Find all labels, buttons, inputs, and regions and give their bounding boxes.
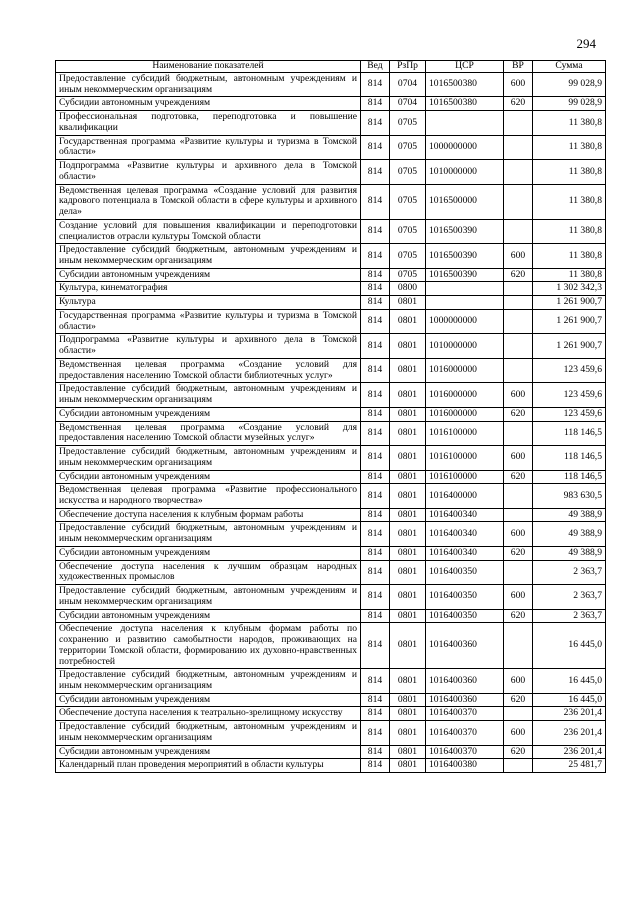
cell-rzpr: 0801 <box>390 693 426 707</box>
cell-name: Предоставление субсидий бюджетным, автономным учреждениям и иным некоммерческим организациям <box>56 244 361 268</box>
cell-vr: 600 <box>504 383 533 407</box>
cell-ved: 814 <box>361 309 390 333</box>
cell-rzpr: 0801 <box>390 446 426 470</box>
cell-rzpr: 0801 <box>390 358 426 382</box>
cell-sum: 16 445,0 <box>533 693 606 707</box>
cell-csr: 1016400340 <box>426 508 504 522</box>
cell-vr <box>504 111 533 135</box>
cell-vr <box>504 160 533 184</box>
table-row <box>56 585 606 609</box>
cell-sum: 11 380,8 <box>533 160 606 184</box>
table-row <box>56 219 606 243</box>
cell-vr: 620 <box>504 470 533 484</box>
cell-name: Обеспечение доступа населения к лучшим образцам народных художественных промыслов <box>56 560 361 584</box>
cell-name: Государственная программа «Развитие культуры и туризма в Томской области» <box>56 135 361 159</box>
cell-ved: 814 <box>361 219 390 243</box>
cell-name: Предоставление субсидий бюджетным, автономным учреждениям и иным некоммерческим организациям <box>56 383 361 407</box>
cell-ved: 814 <box>361 546 390 560</box>
cell-csr: 1016400370 <box>426 721 504 745</box>
budget-table <box>55 60 606 773</box>
cell-csr: 1016400370 <box>426 745 504 759</box>
table-row <box>56 407 606 421</box>
cell-vr: 620 <box>504 609 533 623</box>
cell-sum: 983 630,5 <box>533 484 606 508</box>
cell-ved: 814 <box>361 73 390 97</box>
cell-csr: 1016400370 <box>426 707 504 721</box>
cell-sum: 123 459,6 <box>533 407 606 421</box>
cell-vr <box>504 560 533 584</box>
header-vr: ВР <box>504 61 533 73</box>
cell-sum: 11 380,8 <box>533 268 606 282</box>
cell-ved: 814 <box>361 282 390 296</box>
cell-vr <box>504 219 533 243</box>
cell-rzpr: 0801 <box>390 759 426 773</box>
cell-csr: 1016500380 <box>426 97 504 111</box>
cell-csr: 1016500390 <box>426 268 504 282</box>
cell-sum: 1 261 900,7 <box>533 296 606 310</box>
cell-rzpr: 0801 <box>390 309 426 333</box>
cell-sum: 1 261 900,7 <box>533 309 606 333</box>
cell-vr: 620 <box>504 546 533 560</box>
table-row <box>56 484 606 508</box>
table-row <box>56 309 606 333</box>
cell-vr: 620 <box>504 693 533 707</box>
cell-rzpr: 0801 <box>390 560 426 584</box>
cell-ved: 814 <box>361 721 390 745</box>
cell-ved: 814 <box>361 407 390 421</box>
cell-rzpr: 0705 <box>390 135 426 159</box>
cell-rzpr: 0801 <box>390 669 426 693</box>
cell-ved: 814 <box>361 268 390 282</box>
cell-csr: 1016400350 <box>426 585 504 609</box>
cell-vr <box>504 334 533 358</box>
cell-sum: 123 459,6 <box>533 383 606 407</box>
cell-name: Предоставление субсидий бюджетным, автономным учреждениям и иным некоммерческим организациям <box>56 446 361 470</box>
cell-csr: 1016400380 <box>426 759 504 773</box>
cell-vr <box>504 759 533 773</box>
cell-vr <box>504 296 533 310</box>
cell-ved: 814 <box>361 135 390 159</box>
cell-vr: 600 <box>504 446 533 470</box>
cell-name: Обеспечение доступа населения к клубным формам работы по сохранению и развитию самобытности народов, проживающих на территории Томской области, формированию их духовно-нравственных потребностей <box>56 623 361 669</box>
cell-name: Подпрограмма «Развитие культуры и архивного дела в Томской области» <box>56 160 361 184</box>
cell-vr <box>504 707 533 721</box>
cell-vr <box>504 484 533 508</box>
table-row <box>56 623 606 669</box>
cell-csr: 1016500380 <box>426 73 504 97</box>
cell-name: Создание условий для повышения квалификации и переподготовки специалистов отрасли культуры Томской области <box>56 219 361 243</box>
cell-ved: 814 <box>361 358 390 382</box>
cell-rzpr: 0801 <box>390 421 426 445</box>
cell-name: Субсидии автономным учреждениям <box>56 407 361 421</box>
cell-name: Государственная программа «Развитие культуры и туризма в Томской области» <box>56 309 361 333</box>
cell-ved: 814 <box>361 244 390 268</box>
cell-sum: 49 388,9 <box>533 522 606 546</box>
cell-ved: 814 <box>361 421 390 445</box>
cell-name: Предоставление субсидий бюджетным, автономным учреждениям и иным некоммерческим организациям <box>56 585 361 609</box>
cell-vr <box>504 623 533 669</box>
cell-name: Субсидии автономным учреждениям <box>56 268 361 282</box>
table-row <box>56 296 606 310</box>
cell-name: Предоставление субсидий бюджетным, автономным учреждениям и иным некоммерческим организациям <box>56 669 361 693</box>
cell-rzpr: 0801 <box>390 383 426 407</box>
cell-name: Подпрограмма «Развитие культуры и архивного дела в Томской области» <box>56 334 361 358</box>
table-row <box>56 383 606 407</box>
cell-name: Ведомственная целевая программа «Развитие профессионального искусства и народного творчества» <box>56 484 361 508</box>
cell-sum: 2 363,7 <box>533 609 606 623</box>
cell-vr <box>504 358 533 382</box>
cell-ved: 814 <box>361 693 390 707</box>
cell-sum: 236 201,4 <box>533 745 606 759</box>
cell-rzpr: 0705 <box>390 184 426 219</box>
cell-name: Профессиональная подготовка, переподготовка и повышение квалификации <box>56 111 361 135</box>
cell-vr <box>504 282 533 296</box>
cell-name: Обеспечение доступа населения к театрально-зрелищному искусству <box>56 707 361 721</box>
cell-rzpr: 0801 <box>390 721 426 745</box>
cell-ved: 814 <box>361 585 390 609</box>
cell-csr: 1016400360 <box>426 623 504 669</box>
table-row <box>56 73 606 97</box>
cell-csr: 1016000000 <box>426 358 504 382</box>
cell-vr <box>504 184 533 219</box>
cell-name: Культура <box>56 296 361 310</box>
cell-rzpr: 0705 <box>390 244 426 268</box>
cell-rzpr: 0801 <box>390 484 426 508</box>
cell-csr: 1016400350 <box>426 560 504 584</box>
cell-rzpr: 0801 <box>390 296 426 310</box>
cell-ved: 814 <box>361 759 390 773</box>
table-row <box>56 160 606 184</box>
cell-rzpr: 0705 <box>390 160 426 184</box>
table-row <box>56 184 606 219</box>
cell-sum: 118 146,5 <box>533 421 606 445</box>
header-rzpr: РзПр <box>390 61 426 73</box>
cell-rzpr: 0705 <box>390 111 426 135</box>
cell-csr: 1010000000 <box>426 160 504 184</box>
cell-rzpr: 0801 <box>390 407 426 421</box>
header-ved: Вед <box>361 61 390 73</box>
table-row <box>56 522 606 546</box>
cell-rzpr: 0801 <box>390 334 426 358</box>
cell-rzpr: 0801 <box>390 470 426 484</box>
table-header-row <box>56 61 606 73</box>
cell-name: Субсидии автономным учреждениям <box>56 470 361 484</box>
table-row <box>56 334 606 358</box>
cell-csr: 1016500000 <box>426 184 504 219</box>
cell-vr <box>504 508 533 522</box>
cell-vr: 600 <box>504 73 533 97</box>
cell-csr: 1016100000 <box>426 446 504 470</box>
table-row <box>56 707 606 721</box>
cell-vr: 620 <box>504 407 533 421</box>
cell-ved: 814 <box>361 707 390 721</box>
cell-sum: 118 146,5 <box>533 446 606 470</box>
cell-rzpr: 0704 <box>390 97 426 111</box>
cell-name: Ведомственная целевая программа «Создание условий для предоставления населению Томской области музейных услуг» <box>56 421 361 445</box>
cell-csr: 1016100000 <box>426 421 504 445</box>
cell-rzpr: 0801 <box>390 623 426 669</box>
cell-sum: 11 380,8 <box>533 219 606 243</box>
cell-rzpr: 0801 <box>390 508 426 522</box>
cell-rzpr: 0801 <box>390 585 426 609</box>
cell-csr: 1000000000 <box>426 135 504 159</box>
cell-sum: 99 028,9 <box>533 97 606 111</box>
cell-name: Предоставление субсидий бюджетным, автономным учреждениям и иным некоммерческим организациям <box>56 721 361 745</box>
cell-ved: 814 <box>361 470 390 484</box>
cell-csr: 1016400360 <box>426 669 504 693</box>
cell-sum: 16 445,0 <box>533 623 606 669</box>
cell-vr: 600 <box>504 522 533 546</box>
cell-name: Субсидии автономным учреждениям <box>56 546 361 560</box>
cell-rzpr: 0801 <box>390 707 426 721</box>
cell-csr: 1016500390 <box>426 244 504 268</box>
cell-ved: 814 <box>361 184 390 219</box>
table-row <box>56 759 606 773</box>
cell-sum: 11 380,8 <box>533 184 606 219</box>
cell-ved: 814 <box>361 669 390 693</box>
table-row <box>56 470 606 484</box>
cell-name: Ведомственная целевая программа «Создание условий для развития кадрового потенциала в Томской области в сфере культуры и архивного дела» <box>56 184 361 219</box>
cell-name: Календарный план проведения мероприятий в области культуры <box>56 759 361 773</box>
cell-csr <box>426 282 504 296</box>
header-name: Наименование показателей <box>56 61 361 73</box>
cell-ved: 814 <box>361 484 390 508</box>
table-row <box>56 97 606 111</box>
cell-csr: 1000000000 <box>426 309 504 333</box>
table-row <box>56 546 606 560</box>
cell-ved: 814 <box>361 111 390 135</box>
table-row <box>56 268 606 282</box>
table-row <box>56 446 606 470</box>
cell-sum: 236 201,4 <box>533 707 606 721</box>
cell-sum: 236 201,4 <box>533 721 606 745</box>
page-number: 294 <box>576 36 596 51</box>
table-row <box>56 111 606 135</box>
table-row <box>56 508 606 522</box>
cell-vr: 620 <box>504 268 533 282</box>
table-row <box>56 745 606 759</box>
cell-ved: 814 <box>361 508 390 522</box>
cell-vr: 600 <box>504 721 533 745</box>
cell-vr: 600 <box>504 244 533 268</box>
table-row <box>56 421 606 445</box>
cell-vr <box>504 309 533 333</box>
table-row <box>56 135 606 159</box>
cell-sum: 16 445,0 <box>533 669 606 693</box>
cell-name: Субсидии автономным учреждениям <box>56 609 361 623</box>
cell-ved: 814 <box>361 97 390 111</box>
table-row <box>56 560 606 584</box>
cell-vr: 620 <box>504 745 533 759</box>
cell-name: Ведомственная целевая программа «Создание условий для предоставления населению Томской области библиотечных услуг» <box>56 358 361 382</box>
cell-sum: 49 388,9 <box>533 508 606 522</box>
table-row <box>56 282 606 296</box>
cell-ved: 814 <box>361 522 390 546</box>
cell-rzpr: 0801 <box>390 546 426 560</box>
cell-name: Обеспечение доступа населения к клубным формам работы <box>56 508 361 522</box>
cell-ved: 814 <box>361 446 390 470</box>
cell-sum: 49 388,9 <box>533 546 606 560</box>
header-csr: ЦСР <box>426 61 504 73</box>
table-row <box>56 244 606 268</box>
cell-ved: 814 <box>361 609 390 623</box>
cell-sum: 11 380,8 <box>533 135 606 159</box>
cell-vr: 620 <box>504 97 533 111</box>
cell-csr <box>426 111 504 135</box>
cell-rzpr: 0801 <box>390 745 426 759</box>
cell-csr: 1016400340 <box>426 522 504 546</box>
cell-sum: 118 146,5 <box>533 470 606 484</box>
cell-sum: 1 261 900,7 <box>533 334 606 358</box>
cell-ved: 814 <box>361 560 390 584</box>
table-row <box>56 693 606 707</box>
cell-csr: 1016400360 <box>426 693 504 707</box>
cell-csr: 1016000000 <box>426 407 504 421</box>
cell-name: Предоставление субсидий бюджетным, автономным учреждениям и иным некоммерческим организациям <box>56 73 361 97</box>
cell-name: Предоставление субсидий бюджетным, автономным учреждениям и иным некоммерческим организациям <box>56 522 361 546</box>
cell-sum: 11 380,8 <box>533 111 606 135</box>
table-row <box>56 358 606 382</box>
cell-name: Субсидии автономным учреждениям <box>56 97 361 111</box>
cell-csr: 1010000000 <box>426 334 504 358</box>
cell-ved: 814 <box>361 160 390 184</box>
cell-rzpr: 0800 <box>390 282 426 296</box>
cell-vr: 600 <box>504 585 533 609</box>
cell-ved: 814 <box>361 623 390 669</box>
cell-csr: 1016000000 <box>426 383 504 407</box>
cell-csr <box>426 296 504 310</box>
header-sum: Сумма <box>533 61 606 73</box>
cell-sum: 25 481,7 <box>533 759 606 773</box>
cell-rzpr: 0705 <box>390 268 426 282</box>
cell-ved: 814 <box>361 745 390 759</box>
cell-name: Субсидии автономным учреждениям <box>56 745 361 759</box>
cell-sum: 11 380,8 <box>533 244 606 268</box>
cell-csr: 1016100000 <box>426 470 504 484</box>
cell-vr <box>504 135 533 159</box>
cell-rzpr: 0801 <box>390 522 426 546</box>
cell-sum: 2 363,7 <box>533 560 606 584</box>
cell-sum: 1 302 342,3 <box>533 282 606 296</box>
table-row <box>56 669 606 693</box>
cell-vr: 600 <box>504 669 533 693</box>
cell-csr: 1016400340 <box>426 546 504 560</box>
table-row <box>56 609 606 623</box>
cell-ved: 814 <box>361 334 390 358</box>
cell-name: Субсидии автономным учреждениям <box>56 693 361 707</box>
cell-rzpr: 0801 <box>390 609 426 623</box>
cell-vr <box>504 421 533 445</box>
cell-csr: 1016500390 <box>426 219 504 243</box>
cell-sum: 123 459,6 <box>533 358 606 382</box>
cell-csr: 1016400350 <box>426 609 504 623</box>
cell-ved: 814 <box>361 383 390 407</box>
cell-sum: 2 363,7 <box>533 585 606 609</box>
cell-rzpr: 0705 <box>390 219 426 243</box>
cell-name: Культура, кинематография <box>56 282 361 296</box>
cell-ved: 814 <box>361 296 390 310</box>
table-row <box>56 721 606 745</box>
cell-csr: 1016400000 <box>426 484 504 508</box>
cell-rzpr: 0704 <box>390 73 426 97</box>
cell-sum: 99 028,9 <box>533 73 606 97</box>
